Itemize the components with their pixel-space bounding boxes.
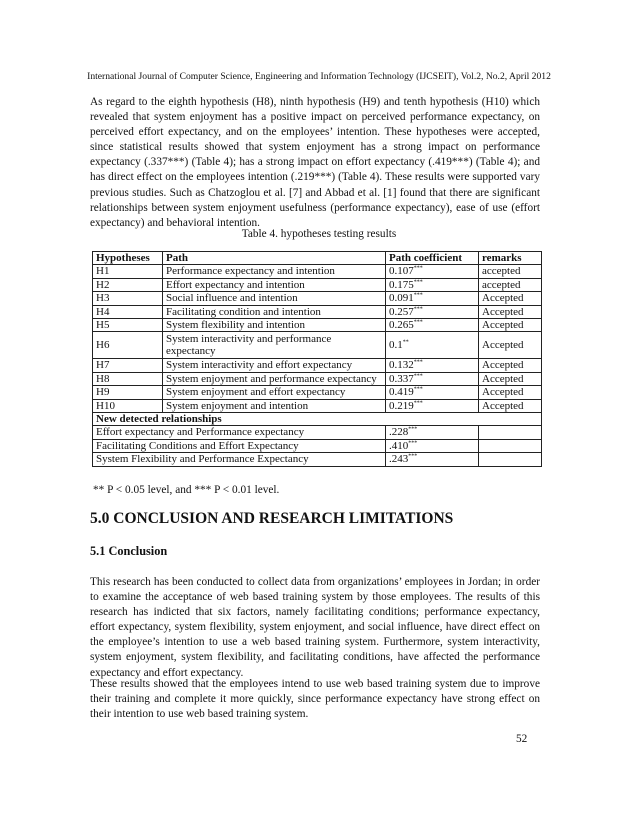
- remark-cell: Accepted: [479, 305, 542, 318]
- table-row: [93, 278, 542, 291]
- coefficient-value: 0.1: [389, 339, 403, 352]
- remark-cell: Accepted: [479, 386, 542, 399]
- path-cell: Performance expectancy and intention: [163, 265, 386, 278]
- hypothesis-cell: H7: [93, 359, 163, 372]
- path-coefficient-cell: [386, 372, 479, 385]
- coefficient-value: .410: [389, 439, 409, 452]
- coefficient-value: 0.091: [389, 292, 414, 305]
- path-cell: System enjoyment and effort expectancy: [163, 386, 386, 399]
- remark-cell: [479, 426, 542, 439]
- coefficient-value: 0.419: [389, 386, 414, 399]
- significance-marker: ***: [413, 305, 423, 312]
- coefficient-value: 0.107: [389, 265, 414, 278]
- hypothesis-cell: H9: [93, 386, 163, 399]
- paragraph-hypotheses-discussion: As regard to the eighth hypothesis (H8), ninth hypothesis (H9) and tenth hypothesis (H10) which revealed that system enjoyment has a positive impact on perceived performance expectancy, on perceived effort expectancy, and on the employees’ intention. These hypotheses were accepted, since statistical results showed that system enjoyment has a strong impact on performance expectancy (.337***) (Table 4); has a strong impact on effort expectancy (.419***) (Table 4); and has direct effect on the employees intention (.219***) (Table 4). These results were supported vary previous studies. Such as Chatzoglou et al. [7] and Abbad et al. [1] found that there are significant relationships between system enjoyment usefulness (performance expectancy), ease of use (effort expectancy) and behavioral intention.: [90, 96, 540, 229]
- coefficient-value: .228: [389, 426, 409, 439]
- table-row: [93, 332, 542, 359]
- significance-marker: ***: [413, 386, 423, 393]
- significance-marker: ***: [413, 400, 423, 406]
- table-row: [93, 319, 542, 332]
- new-relationship-row: [93, 426, 542, 439]
- column-header: Hypotheses: [93, 252, 163, 265]
- table-row: [93, 386, 542, 399]
- remark-cell: Accepted: [479, 332, 542, 359]
- hypothesis-cell: H4: [93, 305, 163, 318]
- hypothesis-cell: H5: [93, 319, 163, 332]
- hypothesis-cell: H3: [93, 292, 163, 305]
- path-cell: System enjoyment and intention: [163, 399, 386, 412]
- path-cell: System interactivity and performance expectancy: [163, 332, 386, 359]
- coefficient-value: 0.132: [389, 359, 414, 372]
- hypothesis-cell: H2: [93, 278, 163, 291]
- remark-cell: [479, 453, 542, 466]
- table-row: [93, 372, 542, 385]
- path-coefficient-cell: [386, 386, 479, 399]
- remark-cell: [479, 439, 542, 452]
- path-coefficient-cell: [386, 359, 479, 372]
- table-row: [93, 399, 542, 412]
- path-coefficient-cell: [386, 399, 479, 412]
- hypotheses-table: [92, 251, 542, 467]
- path-coefficient-cell: [386, 426, 479, 439]
- significance-marker: ***: [408, 426, 418, 433]
- new-relationships-title-row: [93, 413, 542, 426]
- significance-marker: **: [402, 339, 409, 346]
- column-header: Path: [163, 252, 386, 265]
- path-coefficient-cell: [386, 292, 479, 305]
- significance-marker: ***: [413, 373, 423, 380]
- significance-marker: ***: [408, 440, 418, 447]
- table-row: [93, 359, 542, 372]
- table-caption: Table 4. hypotheses testing results: [241, 228, 397, 240]
- column-header: remarks: [479, 252, 542, 265]
- remark-cell: Accepted: [479, 372, 542, 385]
- table-row: [93, 265, 542, 278]
- path-cell: System flexibility and intention: [163, 319, 386, 332]
- significance-note: ** P < 0.05 level, and *** P < 0.01 level.: [93, 484, 280, 496]
- coefficient-value: 0.257: [389, 305, 414, 318]
- path-cell: Effort expectancy and Performance expectancy: [93, 426, 386, 439]
- coefficient-value: 0.265: [389, 319, 414, 332]
- remark-cell: Accepted: [479, 319, 542, 332]
- table-header-row: [93, 252, 542, 265]
- remark-cell: Accepted: [479, 292, 542, 305]
- path-coefficient-cell: [386, 305, 479, 318]
- hypothesis-cell: H6: [93, 332, 163, 359]
- path-cell: System interactivity and effort expectancy: [163, 359, 386, 372]
- path-cell: Social influence and intention: [163, 292, 386, 305]
- hypothesis-cell: H8: [93, 372, 163, 385]
- significance-marker: ***: [413, 319, 423, 326]
- page-number: 52: [516, 733, 528, 745]
- paragraph-conclusion: This research has been conducted to collect data from organizations’ employees in Jordan; in order to examine the acceptance of web based training system by those employees. The results of this research has indicted that six factors, namely facilitating conditions; performance expectancy, effort expectancy, system flexibility, system enjoyment, and social influence, have direct effect on the employee’s intention to use a web based training system. Furthermore, system interactivity, system enjoyment, system flexibility, and facilitating conditions, have affected the performance expectancy and effort expectancy.: [90, 576, 540, 679]
- paragraph-results: These results showed that the employees intend to use web based training system due to improve their training and complete it more quickly, since performance expectancy have strong effect on their intention to use web based training system.: [90, 678, 540, 721]
- coefficient-value: 0.219: [389, 399, 414, 412]
- remark-cell: accepted: [479, 278, 542, 291]
- significance-marker: ***: [413, 359, 423, 366]
- table-row: [93, 292, 542, 305]
- remark-cell: Accepted: [479, 359, 542, 372]
- coefficient-value: 0.337: [389, 372, 414, 385]
- new-relationship-row: [93, 439, 542, 452]
- remark-cell: Accepted: [479, 399, 542, 412]
- significance-marker: ***: [408, 453, 418, 460]
- column-header: Path coefficient: [386, 252, 479, 265]
- coefficient-value: 0.175: [389, 278, 414, 291]
- path-coefficient-cell: [386, 265, 479, 278]
- new-relationship-row: [93, 453, 542, 466]
- path-coefficient-cell: [386, 319, 479, 332]
- path-coefficient-cell: [386, 439, 479, 452]
- table-row: [93, 305, 542, 318]
- remark-cell: accepted: [479, 265, 542, 278]
- significance-marker: ***: [413, 265, 423, 272]
- running-header: International Journal of Computer Science, Engineering and Information Technology (IJCSEIT), Vol.2, No.2, April 2012: [87, 71, 551, 82]
- new-relationships-title: New detected relationships: [93, 413, 542, 426]
- path-cell: Facilitating Conditions and Effort Expectancy: [93, 439, 386, 452]
- hypothesis-cell: H10: [93, 399, 163, 412]
- path-cell: System Flexibility and Performance Expectancy: [93, 453, 386, 466]
- section-heading: 5.0 CONCLUSION AND RESEARCH LIMITATIONS: [90, 510, 454, 527]
- path-coefficient-cell: [386, 453, 479, 466]
- significance-marker: ***: [413, 292, 423, 299]
- path-cell: Effort expectancy and intention: [163, 278, 386, 291]
- path-coefficient-cell: [386, 278, 479, 291]
- coefficient-value: .243: [389, 453, 409, 466]
- subsection-heading: 5.1 Conclusion: [90, 544, 168, 558]
- significance-marker: ***: [413, 279, 423, 286]
- hypothesis-cell: H1: [93, 265, 163, 278]
- path-cell: System enjoyment and performance expectancy: [163, 372, 386, 385]
- path-coefficient-cell: [386, 332, 479, 359]
- path-cell: Facilitating condition and intention: [163, 305, 386, 318]
